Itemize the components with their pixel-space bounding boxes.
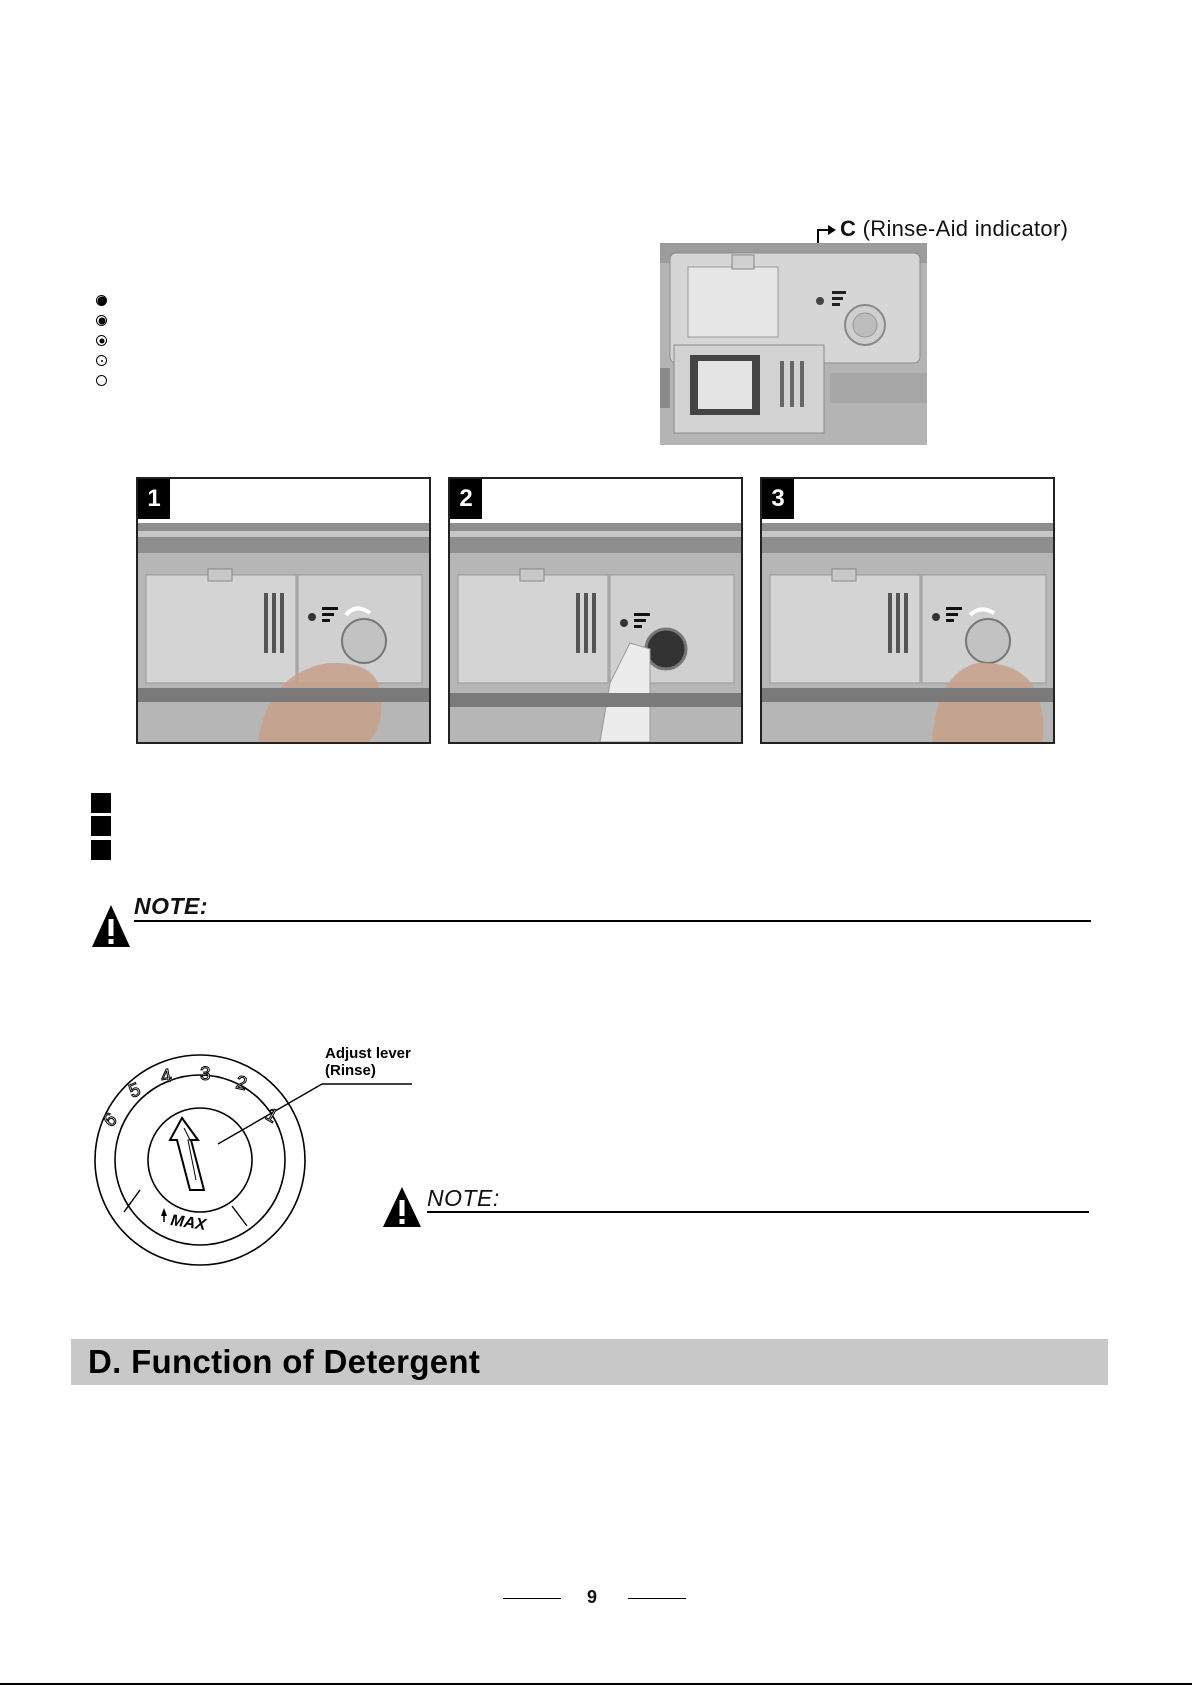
step-panel-3: [760, 477, 1055, 744]
note-rule-2: [427, 1211, 1089, 1213]
dial-number-3: 3: [200, 1064, 211, 1085]
dial-max-label: MAX: [169, 1212, 208, 1234]
step-number: 2: [450, 479, 482, 519]
step-panel-2: [448, 477, 743, 744]
indicator-dot-three-quarter: [96, 315, 107, 326]
dispenser-photo: [660, 243, 927, 445]
warning-icon: [381, 1185, 423, 1231]
dial-number-6: 6: [99, 1108, 122, 1132]
step-photo-open-cap: [138, 523, 429, 742]
indicator-dot-half: [96, 335, 107, 346]
step-photo-fill-rinse-aid: [450, 523, 741, 742]
warning-icon: [90, 903, 132, 949]
adjust-lever-title: Adjust lever: [325, 1045, 411, 1062]
step-marker-2: [91, 816, 111, 836]
page-number-rule-right: [628, 1598, 686, 1599]
callout-letter: C: [840, 216, 857, 241]
step-marker-1: [91, 793, 111, 813]
indicator-dot-full: [96, 295, 107, 306]
section-title: D. Function of Detergent: [88, 1343, 481, 1380]
step-marker-3: [91, 840, 111, 860]
dial-number-2: 2: [233, 1072, 249, 1096]
indicator-dot-empty: [96, 375, 107, 386]
note-rule-1: [134, 920, 1091, 922]
section-header: [71, 1339, 1108, 1385]
page-number-rule-left: [503, 1598, 561, 1599]
callout-text: (Rinse-Aid indicator): [862, 216, 1069, 241]
step-panel-1: [136, 477, 431, 744]
dial-number-1: 1: [261, 1104, 282, 1128]
dial-number-4: 4: [159, 1065, 174, 1088]
adjust-lever-sub: (Rinse): [325, 1062, 376, 1079]
adjust-lever-label: [325, 1045, 411, 1079]
note-label: NOTE:: [134, 893, 209, 919]
indicator-dot-quarter: [96, 355, 107, 366]
step-number: 1: [138, 479, 170, 519]
step-photo-close-cap: [762, 523, 1053, 742]
page-number: 9: [586, 1587, 597, 1607]
dial-number-5: 5: [126, 1079, 144, 1103]
note-label: NOTE:: [427, 1185, 500, 1211]
step-number: 3: [762, 479, 794, 519]
